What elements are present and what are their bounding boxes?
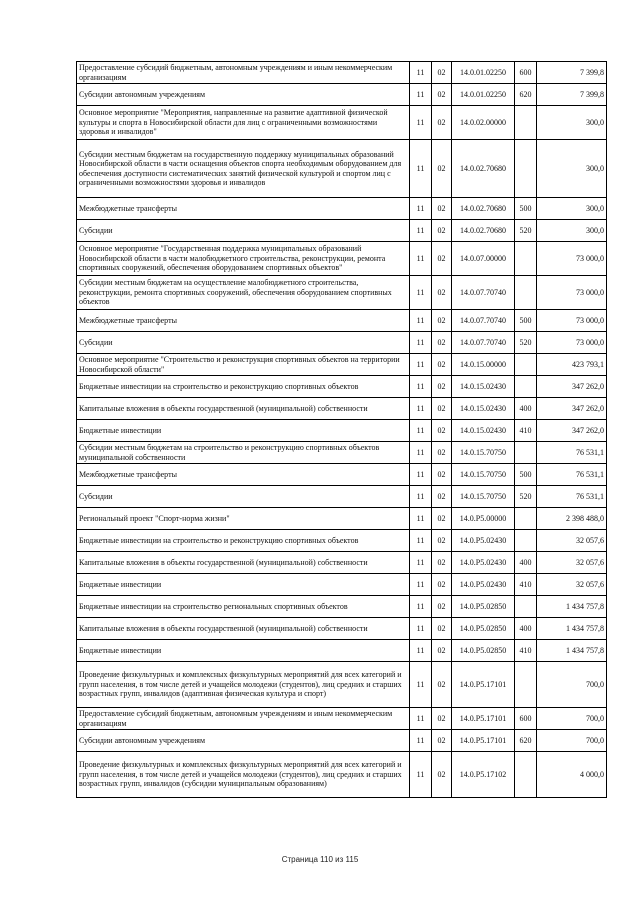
row-amount: 347 262,0 bbox=[537, 420, 607, 442]
row-expense-type-code bbox=[515, 596, 537, 618]
row-section-code: 11 bbox=[410, 376, 432, 398]
row-amount: 73 000,0 bbox=[537, 276, 607, 310]
row-expense-type-code: 600 bbox=[515, 708, 537, 730]
row-target-code: 14.0.P5.02430 bbox=[452, 574, 515, 596]
row-name: Субсидии bbox=[77, 332, 410, 354]
table-row bbox=[77, 486, 607, 508]
row-name: Бюджетные инвестиции на строительство региональных спортивных объектов bbox=[77, 596, 410, 618]
row-expense-type-code: 500 bbox=[515, 198, 537, 220]
row-amount: 32 057,6 bbox=[537, 530, 607, 552]
row-section-code: 11 bbox=[410, 530, 432, 552]
row-expense-type-code: 620 bbox=[515, 84, 537, 106]
row-subsection-code: 02 bbox=[432, 752, 452, 798]
row-name: Бюджетные инвестиции на строительство и реконструкцию спортивных объектов bbox=[77, 376, 410, 398]
row-amount: 700,0 bbox=[537, 662, 607, 708]
table-row bbox=[77, 140, 607, 198]
budget-table bbox=[76, 61, 607, 798]
row-target-code: 14.0.01.02250 bbox=[452, 84, 515, 106]
row-expense-type-code bbox=[515, 242, 537, 276]
row-target-code: 14.0.15.02430 bbox=[452, 398, 515, 420]
row-target-code: 14.0.02.70680 bbox=[452, 220, 515, 242]
row-name: Субсидии автономным учреждениям bbox=[77, 730, 410, 752]
row-section-code: 11 bbox=[410, 442, 432, 464]
row-amount: 7 399,8 bbox=[537, 62, 607, 84]
row-target-code: 14.0.07.70740 bbox=[452, 332, 515, 354]
row-subsection-code: 02 bbox=[432, 220, 452, 242]
row-section-code: 11 bbox=[410, 618, 432, 640]
row-subsection-code: 02 bbox=[432, 662, 452, 708]
row-subsection-code: 02 bbox=[432, 354, 452, 376]
row-expense-type-code bbox=[515, 354, 537, 376]
row-subsection-code: 02 bbox=[432, 552, 452, 574]
row-target-code: 14.0.P5.17101 bbox=[452, 708, 515, 730]
row-name: Бюджетные инвестиции bbox=[77, 420, 410, 442]
row-section-code: 11 bbox=[410, 332, 432, 354]
row-expense-type-code bbox=[515, 752, 537, 798]
row-expense-type-code bbox=[515, 106, 537, 140]
row-amount: 300,0 bbox=[537, 220, 607, 242]
table-row bbox=[77, 398, 607, 420]
table-row bbox=[77, 332, 607, 354]
row-name: Капитальные вложения в объекты государственной (муниципальной) собственности bbox=[77, 552, 410, 574]
table-row bbox=[77, 464, 607, 486]
table-row bbox=[77, 442, 607, 464]
row-section-code: 11 bbox=[410, 552, 432, 574]
row-name: Субсидии местным бюджетам на строительство и реконструкцию спортивных объектов муниципальной собственности bbox=[77, 442, 410, 464]
row-subsection-code: 02 bbox=[432, 398, 452, 420]
row-target-code: 14.0.02.70680 bbox=[452, 198, 515, 220]
row-subsection-code: 02 bbox=[432, 310, 452, 332]
row-amount: 347 262,0 bbox=[537, 398, 607, 420]
table-row bbox=[77, 530, 607, 552]
row-name: Основное мероприятие "Государственная поддержка муниципальных образований Новосибирской области в части малобюджетного строительства, реконструкции, ремонта спортивных сооружений, обеспечения оборудованием спортивных объектов" bbox=[77, 242, 410, 276]
row-name: Субсидии автономным учреждениям bbox=[77, 84, 410, 106]
row-target-code: 14.0.15.70750 bbox=[452, 464, 515, 486]
row-expense-type-code: 410 bbox=[515, 640, 537, 662]
table-row bbox=[77, 574, 607, 596]
row-name: Капитальные вложения в объекты государственной (муниципальной) собственности bbox=[77, 618, 410, 640]
row-subsection-code: 02 bbox=[432, 376, 452, 398]
table-row bbox=[77, 420, 607, 442]
row-target-code: 14.0.15.00000 bbox=[452, 354, 515, 376]
row-subsection-code: 02 bbox=[432, 508, 452, 530]
row-amount: 76 531,1 bbox=[537, 464, 607, 486]
row-section-code: 11 bbox=[410, 508, 432, 530]
row-expense-type-code bbox=[515, 376, 537, 398]
row-amount: 7 399,8 bbox=[537, 84, 607, 106]
row-target-code: 14.0.P5.02850 bbox=[452, 640, 515, 662]
row-name: Предоставление субсидий бюджетным, автономным учреждениям и иным некоммерческим организациям bbox=[77, 708, 410, 730]
row-name: Субсидии bbox=[77, 486, 410, 508]
row-subsection-code: 02 bbox=[432, 276, 452, 310]
row-subsection-code: 02 bbox=[432, 242, 452, 276]
row-target-code: 14.0.P5.02430 bbox=[452, 530, 515, 552]
row-name: Межбюджетные трансферты bbox=[77, 310, 410, 332]
row-amount: 300,0 bbox=[537, 106, 607, 140]
row-target-code: 14.0.15.70750 bbox=[452, 442, 515, 464]
row-amount: 300,0 bbox=[537, 198, 607, 220]
table-row bbox=[77, 640, 607, 662]
row-amount: 423 793,1 bbox=[537, 354, 607, 376]
row-section-code: 11 bbox=[410, 276, 432, 310]
row-amount: 76 531,1 bbox=[537, 486, 607, 508]
row-subsection-code: 02 bbox=[432, 442, 452, 464]
row-target-code: 14.0.07.70740 bbox=[452, 276, 515, 310]
row-name: Субсидии местным бюджетам на государственную поддержку муниципальных образований Новосибирской области в части оснащения объектов спорта необходимым оборудованием для обеспечения доступности систематических занятий физической культурой и спортом лиц с ограниченными возможностями здоровья и инвалидов bbox=[77, 140, 410, 198]
row-section-code: 11 bbox=[410, 752, 432, 798]
row-subsection-code: 02 bbox=[432, 574, 452, 596]
row-target-code: 14.0.P5.17102 bbox=[452, 752, 515, 798]
row-amount: 700,0 bbox=[537, 730, 607, 752]
table-row bbox=[77, 220, 607, 242]
row-name: Основное мероприятие "Мероприятия, направленные на развитие адаптивной физической культуры и спорта в Новосибирской области для лиц с ограниченными возможностями здоровья и инвалидов" bbox=[77, 106, 410, 140]
table-row bbox=[77, 618, 607, 640]
table-row bbox=[77, 596, 607, 618]
row-section-code: 11 bbox=[410, 140, 432, 198]
row-subsection-code: 02 bbox=[432, 618, 452, 640]
row-name: Бюджетные инвестиции bbox=[77, 574, 410, 596]
row-section-code: 11 bbox=[410, 464, 432, 486]
row-subsection-code: 02 bbox=[432, 140, 452, 198]
row-amount: 73 000,0 bbox=[537, 332, 607, 354]
row-target-code: 14.0.P5.00000 bbox=[452, 508, 515, 530]
row-subsection-code: 02 bbox=[432, 106, 452, 140]
row-name: Проведение физкультурных и комплексных физкультурных мероприятий для всех категорий и групп населения, в том числе детей и учащейся молодежи (студентов), лиц средних и старших возрастных групп, инвалидов (субсидии муниципальным образованиям) bbox=[77, 752, 410, 798]
row-amount: 1 434 757,8 bbox=[537, 618, 607, 640]
row-expense-type-code: 400 bbox=[515, 398, 537, 420]
row-amount: 300,0 bbox=[537, 140, 607, 198]
row-section-code: 11 bbox=[410, 354, 432, 376]
row-amount: 73 000,0 bbox=[537, 242, 607, 276]
row-subsection-code: 02 bbox=[432, 464, 452, 486]
row-section-code: 11 bbox=[410, 220, 432, 242]
page-number: Страница 110 из 115 bbox=[281, 855, 359, 864]
row-name: Субсидии bbox=[77, 220, 410, 242]
table-row bbox=[77, 730, 607, 752]
row-expense-type-code: 400 bbox=[515, 618, 537, 640]
row-section-code: 11 bbox=[410, 662, 432, 708]
row-amount: 73 000,0 bbox=[537, 310, 607, 332]
row-section-code: 11 bbox=[410, 84, 432, 106]
table-row bbox=[77, 106, 607, 140]
row-subsection-code: 02 bbox=[432, 596, 452, 618]
row-target-code: 14.0.P5.02850 bbox=[452, 618, 515, 640]
row-section-code: 11 bbox=[410, 640, 432, 662]
row-target-code: 14.0.15.02430 bbox=[452, 376, 515, 398]
row-amount: 1 434 757,8 bbox=[537, 596, 607, 618]
row-name: Бюджетные инвестиции на строительство и реконструкцию спортивных объектов bbox=[77, 530, 410, 552]
row-amount: 700,0 bbox=[537, 708, 607, 730]
row-subsection-code: 02 bbox=[432, 708, 452, 730]
row-expense-type-code bbox=[515, 442, 537, 464]
table-row bbox=[77, 708, 607, 730]
row-section-code: 11 bbox=[410, 708, 432, 730]
row-target-code: 14.0.01.02250 bbox=[452, 62, 515, 84]
table-row bbox=[77, 376, 607, 398]
row-section-code: 11 bbox=[410, 486, 432, 508]
row-expense-type-code: 620 bbox=[515, 730, 537, 752]
row-amount: 32 057,6 bbox=[537, 574, 607, 596]
row-section-code: 11 bbox=[410, 420, 432, 442]
row-name: Капитальные вложения в объекты государственной (муниципальной) собственности bbox=[77, 398, 410, 420]
row-section-code: 11 bbox=[410, 730, 432, 752]
row-expense-type-code bbox=[515, 530, 537, 552]
row-name: Проведение физкультурных и комплексных физкультурных мероприятий для всех категорий и групп населения, в том числе детей и учащейся молодежи (студентов), лиц средних и старших возрастных групп, инвалидов (адаптивная физическая культура и спорт) bbox=[77, 662, 410, 708]
row-section-code: 11 bbox=[410, 596, 432, 618]
row-expense-type-code: 600 bbox=[515, 62, 537, 84]
row-target-code: 14.0.15.02430 bbox=[452, 420, 515, 442]
table-row bbox=[77, 276, 607, 310]
row-target-code: 14.0.P5.17101 bbox=[452, 662, 515, 708]
row-expense-type-code: 500 bbox=[515, 310, 537, 332]
row-amount: 347 262,0 bbox=[537, 376, 607, 398]
row-name: Основное мероприятие "Строительство и реконструкция спортивных объектов на территории Новосибирской области" bbox=[77, 354, 410, 376]
row-subsection-code: 02 bbox=[432, 84, 452, 106]
table-row bbox=[77, 354, 607, 376]
table-row bbox=[77, 662, 607, 708]
row-subsection-code: 02 bbox=[432, 420, 452, 442]
row-section-code: 11 bbox=[410, 198, 432, 220]
row-amount: 1 434 757,8 bbox=[537, 640, 607, 662]
table-row bbox=[77, 508, 607, 530]
table-row bbox=[77, 62, 607, 84]
row-target-code: 14.0.15.70750 bbox=[452, 486, 515, 508]
row-section-code: 11 bbox=[410, 62, 432, 84]
row-expense-type-code: 520 bbox=[515, 486, 537, 508]
table-body bbox=[77, 62, 607, 798]
row-subsection-code: 02 bbox=[432, 486, 452, 508]
row-expense-type-code: 400 bbox=[515, 552, 537, 574]
row-target-code: 14.0.07.00000 bbox=[452, 242, 515, 276]
row-subsection-code: 02 bbox=[432, 198, 452, 220]
row-subsection-code: 02 bbox=[432, 730, 452, 752]
row-amount: 76 531,1 bbox=[537, 442, 607, 464]
row-amount: 32 057,6 bbox=[537, 552, 607, 574]
row-amount: 2 398 488,0 bbox=[537, 508, 607, 530]
row-subsection-code: 02 bbox=[432, 530, 452, 552]
row-name: Региональный проект "Спорт-норма жизни" bbox=[77, 508, 410, 530]
row-subsection-code: 02 bbox=[432, 640, 452, 662]
row-name: Межбюджетные трансферты bbox=[77, 198, 410, 220]
table-row bbox=[77, 242, 607, 276]
row-expense-type-code: 410 bbox=[515, 420, 537, 442]
row-name: Предоставление субсидий бюджетным, автономным учреждениям и иным некоммерческим организациям bbox=[77, 62, 410, 84]
table-row bbox=[77, 752, 607, 798]
row-expense-type-code bbox=[515, 276, 537, 310]
row-amount: 4 000,0 bbox=[537, 752, 607, 798]
row-section-code: 11 bbox=[410, 310, 432, 332]
row-section-code: 11 bbox=[410, 398, 432, 420]
row-name: Субсидии местным бюджетам на осуществление малобюджетного строительства, реконструкции, ремонта спортивных сооружений, обеспечения оборудованием спортивных объектов bbox=[77, 276, 410, 310]
row-expense-type-code bbox=[515, 508, 537, 530]
row-expense-type-code bbox=[515, 140, 537, 198]
row-target-code: 14.0.P5.02430 bbox=[452, 552, 515, 574]
row-name: Бюджетные инвестиции bbox=[77, 640, 410, 662]
row-target-code: 14.0.02.00000 bbox=[452, 106, 515, 140]
table-row bbox=[77, 310, 607, 332]
row-section-code: 11 bbox=[410, 242, 432, 276]
row-section-code: 11 bbox=[410, 574, 432, 596]
row-expense-type-code: 410 bbox=[515, 574, 537, 596]
row-section-code: 11 bbox=[410, 106, 432, 140]
table-row bbox=[77, 198, 607, 220]
row-expense-type-code: 520 bbox=[515, 332, 537, 354]
row-expense-type-code: 500 bbox=[515, 464, 537, 486]
row-target-code: 14.0.P5.02850 bbox=[452, 596, 515, 618]
table-row bbox=[77, 552, 607, 574]
row-name: Межбюджетные трансферты bbox=[77, 464, 410, 486]
row-subsection-code: 02 bbox=[432, 62, 452, 84]
table-row bbox=[77, 84, 607, 106]
row-target-code: 14.0.07.70740 bbox=[452, 310, 515, 332]
row-subsection-code: 02 bbox=[432, 332, 452, 354]
row-target-code: 14.0.02.70680 bbox=[452, 140, 515, 198]
row-expense-type-code: 520 bbox=[515, 220, 537, 242]
row-target-code: 14.0.P5.17101 bbox=[452, 730, 515, 752]
row-expense-type-code bbox=[515, 662, 537, 708]
